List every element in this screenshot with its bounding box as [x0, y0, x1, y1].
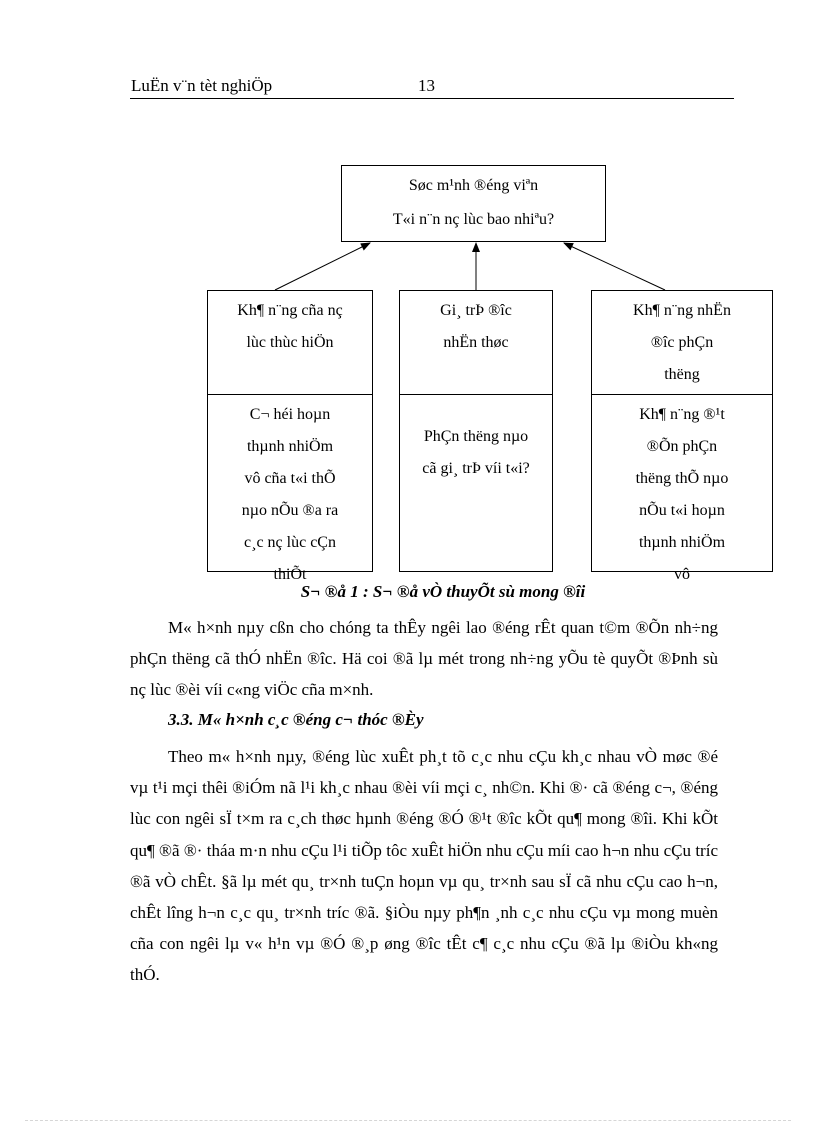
cell-line: vô — [674, 566, 690, 583]
cell-line: Kh¶ n¨ng cña nç — [237, 302, 343, 319]
top-box-line2: T«i n¨n nç lùc bao nhiªu? — [392, 211, 555, 228]
diagram-column-valence — [399, 290, 553, 572]
cell-line: thµnh nhiÖm — [246, 438, 334, 455]
column-body — [400, 395, 552, 571]
cell-line: C¬ héi hoµn — [249, 406, 331, 423]
diagram-caption — [0, 582, 816, 602]
cell-line: Gi¸ trÞ ®îc — [440, 302, 512, 319]
caption-text: S¬ ®å 1 : S¬ ®å vÒ thuyÕt sù mong ®îi — [300, 582, 586, 601]
cell-line: nµo nÕu ®a ra — [241, 502, 339, 519]
diagram-top-box — [341, 165, 606, 242]
cell-line: thiÕt — [273, 566, 307, 583]
cell-line: vô cña t«i thÕ — [244, 470, 336, 487]
cell-line: PhÇn thëng nµo — [423, 428, 529, 445]
cell-line: nhËn thøc — [443, 334, 509, 351]
page-number: 13 — [418, 76, 435, 95]
column-body — [208, 395, 372, 583]
arrow-right — [564, 243, 665, 290]
cell-line: thëng — [664, 366, 700, 383]
column-header — [208, 291, 372, 395]
cell-line: ®Õn phÇn — [646, 438, 718, 455]
top-box-line1: Søc m¹nh ®éng viªn — [408, 177, 539, 194]
diagram-column-instrumentality — [591, 290, 773, 583]
cell-line: cã gi¸ trÞ víi t«i? — [422, 460, 530, 477]
page-bottom-border — [25, 1120, 791, 1121]
column-body — [592, 395, 772, 583]
paragraph-1: M« h×nh nµy cßn cho chóng ta thÊy ngêi lao ®éng rÊt quan t©m ®Õn nh÷ng phÇn thëng cã thÓ nhËn ®îc. Hä coi ®ã lµ mét trong nh÷ng yÕu tè quyÕt ®Þnh sù nç lùc ®èi víi c«ng viÖc cña m×nh. — [130, 618, 718, 700]
diagram-arrows — [0, 0, 816, 300]
cell-line: thëng thÕ nµo — [635, 470, 729, 487]
cell-line: Kh¶ n¨ng ®¹t — [639, 406, 725, 423]
arrow-left — [275, 243, 370, 290]
cell-line: nÕu t«i hoµn — [639, 502, 725, 519]
cell-line: Kh¶ n¨ng nhËn — [633, 302, 731, 319]
cell-line: c¸c nç lùc cÇn — [244, 534, 336, 551]
diagram-column-expectancy — [207, 290, 373, 583]
paragraph-2: Theo m« h×nh nµy, ®éng lùc xuÊt ph¸t tõ c¸c nhu cÇu kh¸c nhau vÒ møc ®é vµ t¹i mçi thêi ®iÓm nã l¹i kh¸c nhau ®èi víi mçi c¸ nh©n. Khi ®· cã ®éng c¬, ®éng lùc con ngêi sÏ t×m ra c¸ch thøc hµnh ®éng ®Ó ®¹t ®îc kÕt qu¶ mong ®îi. Khi kÕt qu¶ ®ã ®· tháa m·n nhu cÇu l¹i tiÕp tôc xuÊt hiÖn nhu cÇu míi cao h¬n nhu cÇu tríc ®ã vÒ chÊt. §ã lµ mét qu¸ tr×nh tuÇn hoµn vµ qu¸ tr×nh sau sÏ cã nhu cÇu cao h¬n, chÊt lîng h¬n c¸c qu¸ tr×nh tríc ®ã. §iÒu nµy ph¶n ¸nh c¸c nhu cÇu vµ mong muèn cña con ngêi lµ v« h¹n vµ ®Ó ®¸p øng ®îc tÊt c¶ c¸c nhu cÇu ®ã lµ ®iÒu kh«ng thÓ. — [130, 747, 718, 985]
cell-line: ®îc phÇn — [650, 334, 714, 351]
column-header — [400, 291, 552, 395]
cell-line: thµnh nhiÖm — [638, 534, 726, 551]
section-heading: 3.3. M« h×nh c¸c ®éng c¬ thóc ®Èy — [168, 710, 424, 729]
header-title: LuËn v¨n tèt nghiÖp — [131, 76, 273, 95]
cell-line: lùc thùc hiÖn — [246, 334, 334, 351]
column-header — [592, 291, 772, 395]
